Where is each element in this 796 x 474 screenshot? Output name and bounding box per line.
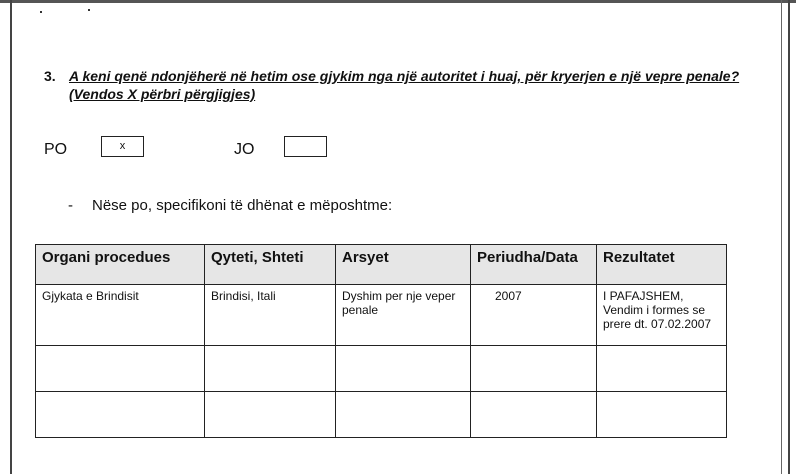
cell-reasons[interactable]: Dyshim per nje veper penale [336, 285, 471, 346]
cell-organ[interactable] [36, 346, 205, 392]
cell-organ[interactable]: Gjykata e Brindisit [36, 285, 205, 346]
cell-city-country[interactable] [205, 346, 336, 392]
scan-edge-top [0, 0, 796, 3]
cell-period[interactable] [471, 346, 597, 392]
cell-period[interactable] [471, 392, 597, 438]
instruction-text: Nëse po, specifikoni të dhënat e mëposhtme: [92, 197, 393, 214]
cell-results[interactable]: I PAFAJSHEM, Vendim i formes se prere dt. 07.02.2007 [597, 285, 727, 346]
cell-city-country[interactable]: Brindisi, Itali [205, 285, 336, 346]
no-label: JO [234, 141, 255, 158]
scan-edge-right [788, 0, 790, 474]
question-number: 3. [44, 68, 56, 84]
instruction-bullet: - [68, 197, 73, 214]
cell-city-country[interactable] [205, 392, 336, 438]
header-period: Periudha/Data [471, 245, 597, 285]
question-text: A keni qenë ndonjëherë në hetim ose gjykim nga një autoritet i huaj, për kryerjen e një vepre penale? (Vendos X përbri përgjigjes) [69, 68, 740, 102]
scan-specks [40, 9, 100, 15]
cell-organ[interactable] [36, 392, 205, 438]
yes-checkbox[interactable]: x [101, 136, 144, 157]
scan-edge-left [10, 0, 12, 474]
header-reasons: Arsyet [336, 245, 471, 285]
table-row [36, 346, 727, 392]
yes-label: PO [44, 141, 68, 158]
no-checkbox[interactable] [284, 136, 327, 157]
cell-period[interactable]: 2007 [471, 285, 597, 346]
cell-reasons[interactable] [336, 392, 471, 438]
header-results: Rezultatet [597, 245, 727, 285]
table-header-row [36, 245, 727, 285]
table-row [36, 285, 727, 346]
cell-results[interactable] [597, 346, 727, 392]
header-city-country: Qyteti, Shteti [205, 245, 336, 285]
cell-results[interactable] [597, 392, 727, 438]
header-organ: Organi procedues [36, 245, 205, 285]
cell-reasons[interactable] [336, 346, 471, 392]
proceedings-table [35, 244, 727, 438]
scan-edge-right-inner [781, 0, 782, 474]
table-row [36, 392, 727, 438]
